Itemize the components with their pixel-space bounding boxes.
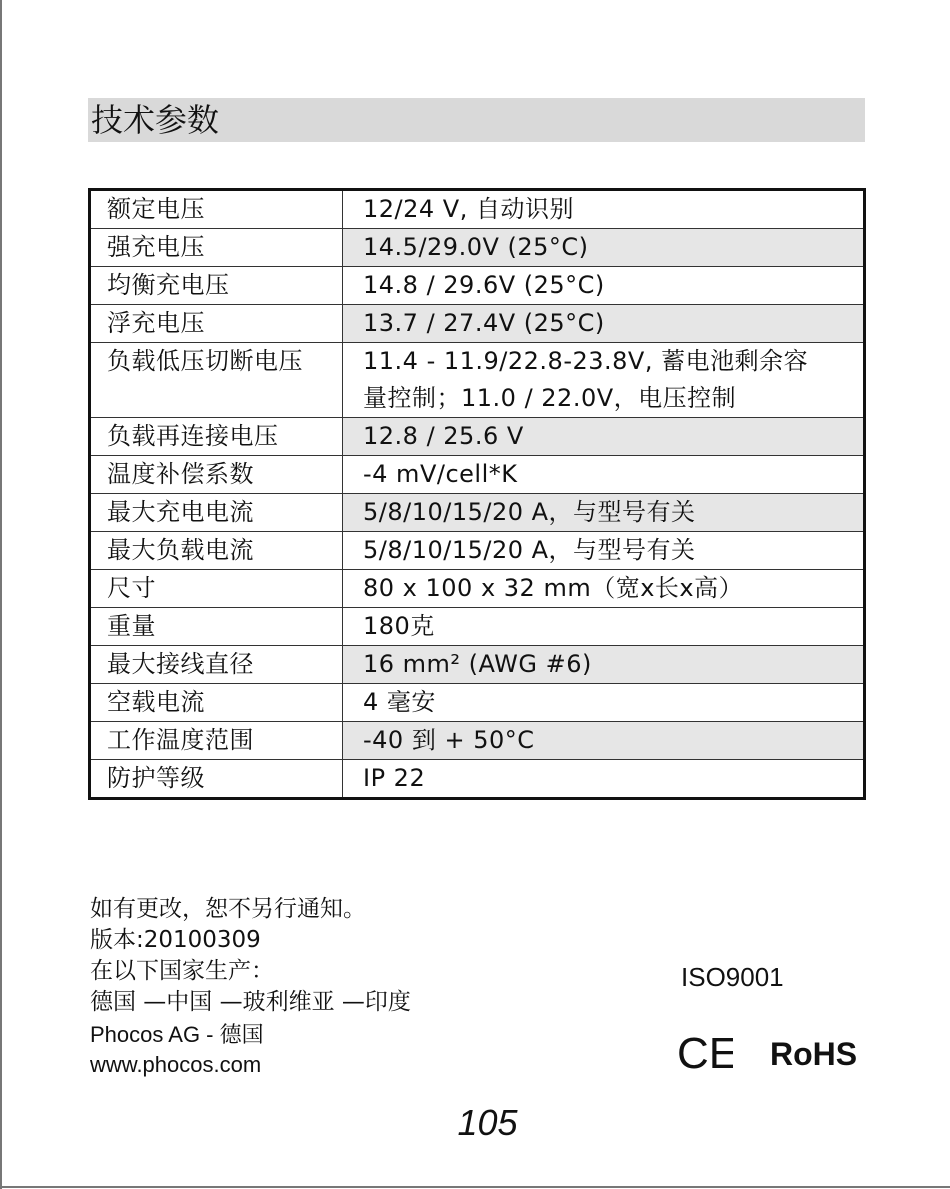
spec-value — [343, 229, 865, 267]
spec-value-line: 16 mm² (AWG #6) — [363, 650, 592, 678]
version-text: 版本:20100309 — [90, 927, 261, 953]
spec-value — [343, 494, 865, 532]
page-bottom-edge — [0, 1186, 950, 1188]
spec-row — [90, 532, 865, 570]
spec-row — [90, 646, 865, 684]
spec-value-line: 4 毫安 — [363, 688, 436, 716]
spec-label: 最大负载电流 — [90, 532, 343, 570]
svg-text:CE: CE — [677, 1030, 733, 1074]
spec-value — [343, 456, 865, 494]
spec-row — [90, 418, 865, 456]
spec-row — [90, 722, 865, 760]
spec-row — [90, 608, 865, 646]
spec-value-line: 量控制；11.0 / 22.0V，电压控制 — [363, 384, 737, 412]
spec-value-line: 12.8 / 25.6 V — [363, 422, 524, 450]
spec-label: 工作温度范围 — [90, 722, 343, 760]
spec-label: 重量 — [90, 608, 343, 646]
spec-value — [343, 343, 865, 418]
iso-certification: ISO9001 — [681, 962, 784, 992]
rohs-mark: RoHS — [770, 1036, 858, 1072]
spec-label: 负载再连接电压 — [90, 418, 343, 456]
section-title: 技术参数 — [88, 98, 865, 142]
countries-list: 德国 —中国 —玻利维亚 —印度 — [90, 989, 411, 1015]
spec-row — [90, 343, 865, 418]
spec-value — [343, 267, 865, 305]
spec-value-line: 11.4 - 11.9/22.8-23.8V, 蓄电池剩余容 — [363, 347, 809, 375]
spec-row — [90, 267, 865, 305]
spec-value — [343, 190, 865, 229]
spec-value-line: 12/24 V, 自动识别 — [363, 195, 574, 223]
change-notice: 如有更改，恕不另行通知。 — [90, 896, 366, 922]
company-name: Phocos AG - 德国 — [90, 1022, 264, 1047]
spec-label: 额定电压 — [90, 190, 343, 229]
spec-value — [343, 418, 865, 456]
spec-value — [343, 608, 865, 646]
spec-value-line: -40 到 + 50°C — [363, 726, 535, 754]
spec-value — [343, 305, 865, 343]
spec-value — [343, 684, 865, 722]
spec-value-line: 5/8/10/15/20 A，与型号有关 — [363, 536, 696, 564]
spec-value-line: 180克 — [363, 612, 435, 640]
spec-label: 最大充电电流 — [90, 494, 343, 532]
spec-label: 防护等级 — [90, 760, 343, 799]
spec-row — [90, 760, 865, 799]
spec-row — [90, 570, 865, 608]
spec-row — [90, 190, 865, 229]
spec-row — [90, 494, 865, 532]
spec-value-line: 14.8 / 29.6V (25°C) — [363, 271, 605, 299]
spec-label: 均衡充电压 — [90, 267, 343, 305]
spec-value — [343, 570, 865, 608]
website-link[interactable]: www.phocos.com — [90, 1052, 262, 1077]
spec-value — [343, 722, 865, 760]
spec-value — [343, 532, 865, 570]
spec-value-line: IP 22 — [363, 764, 426, 792]
ce-mark-icon — [677, 1030, 733, 1078]
spec-value — [343, 760, 865, 799]
produced-in-heading: 在以下国家生产： — [90, 958, 274, 984]
page-left-edge — [0, 0, 2, 1189]
spec-row — [90, 684, 865, 722]
spec-label: 最大接线直径 — [90, 646, 343, 684]
spec-row — [90, 305, 865, 343]
spec-table — [88, 188, 866, 800]
spec-label: 尺寸 — [90, 570, 343, 608]
spec-value-line: -4 mV/cell*K — [363, 460, 518, 488]
spec-label: 空载电流 — [90, 684, 343, 722]
spec-label: 强充电压 — [90, 229, 343, 267]
spec-value — [343, 646, 865, 684]
spec-value-line: 13.7 / 27.4V (25°C) — [363, 309, 605, 337]
spec-label: 温度补偿系数 — [90, 456, 343, 494]
spec-value-line: 5/8/10/15/20 A，与型号有关 — [363, 498, 696, 526]
spec-value-line: 80 x 100 x 32 mm（宽x长x高） — [363, 574, 744, 602]
spec-value-line: 14.5/29.0V (25°C) — [363, 233, 589, 261]
spec-row — [90, 229, 865, 267]
spec-row — [90, 456, 865, 494]
spec-label: 浮充电压 — [90, 305, 343, 343]
page-number: 105 — [457, 1102, 518, 1143]
spec-label: 负载低压切断电压 — [90, 343, 343, 418]
